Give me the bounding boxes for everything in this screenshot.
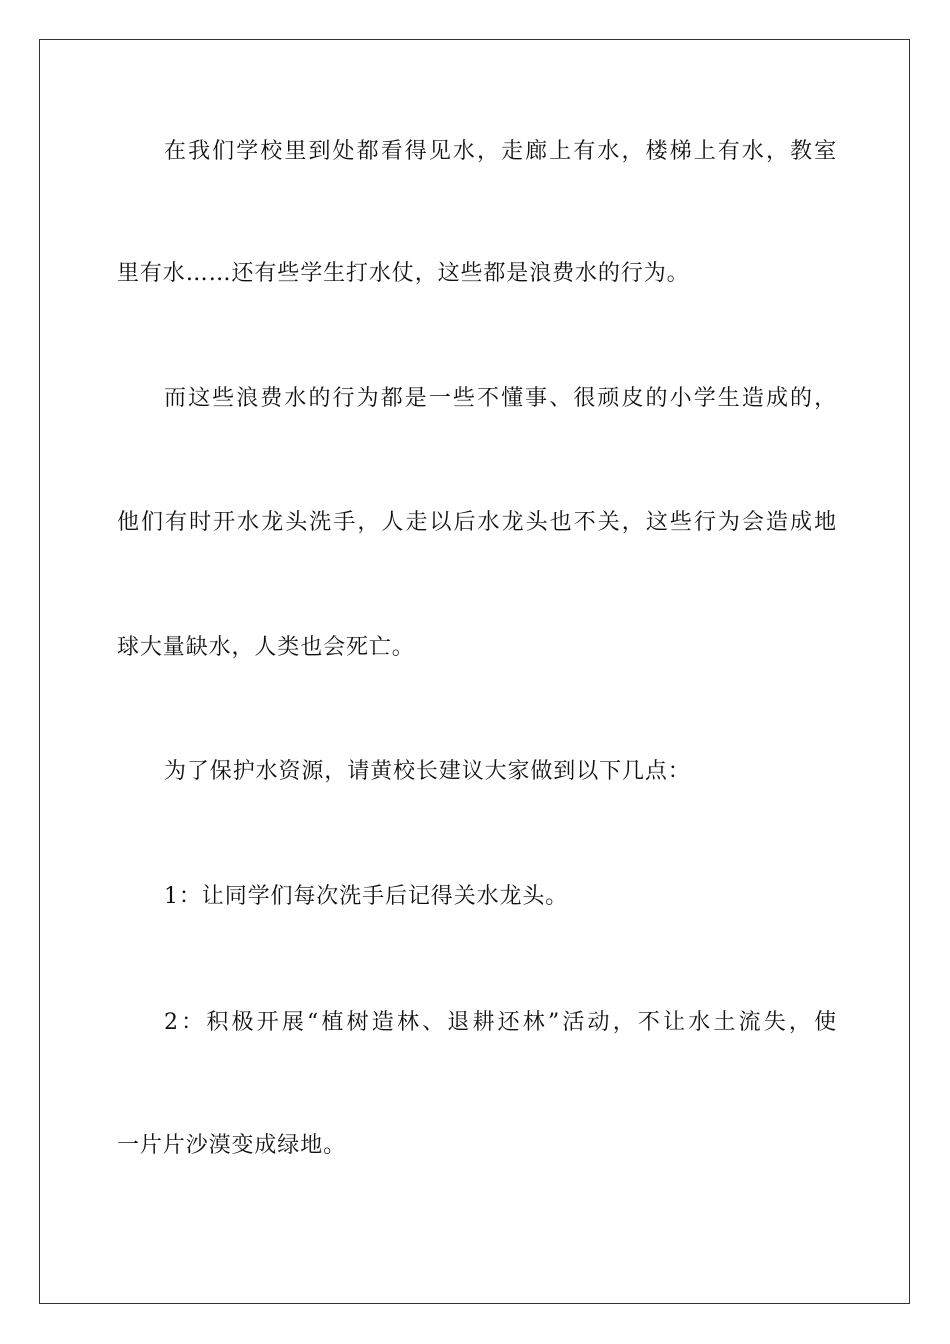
paragraph-1-line-1: 在我们学校里到处都看得见水，走廊上有水，楼梯上有水，教室 [164, 139, 837, 164]
paragraph-1-line-2: 里有水……还有些学生打水仗，这些都是浪费水的行为。 [117, 261, 690, 286]
list-item-2-line-1: 2：积极开展“植树造林、退耕还林”活动，不让水土流失，使 [164, 1010, 837, 1035]
paragraph-2-line-2: 他们有时开水龙头洗手，人走以后水龙头也不关，这些行为会造成地 [117, 510, 837, 535]
page-frame [39, 39, 910, 1304]
list-item-1: 1：让同学们每次洗手后记得关水龙头。 [164, 884, 569, 909]
list-item-2-line-2: 一片片沙漠变成绿地。 [117, 1133, 347, 1158]
paragraph-2-line-1: 而这些浪费水的行为都是一些不懂事、很顽皮的小学生造成的， [164, 386, 837, 411]
paragraph-2-line-3: 球大量缺水，人类也会死亡。 [117, 635, 415, 660]
paragraph-3-line-1: 为了保护水资源，请黄校长建议大家做到以下几点： [164, 759, 691, 784]
